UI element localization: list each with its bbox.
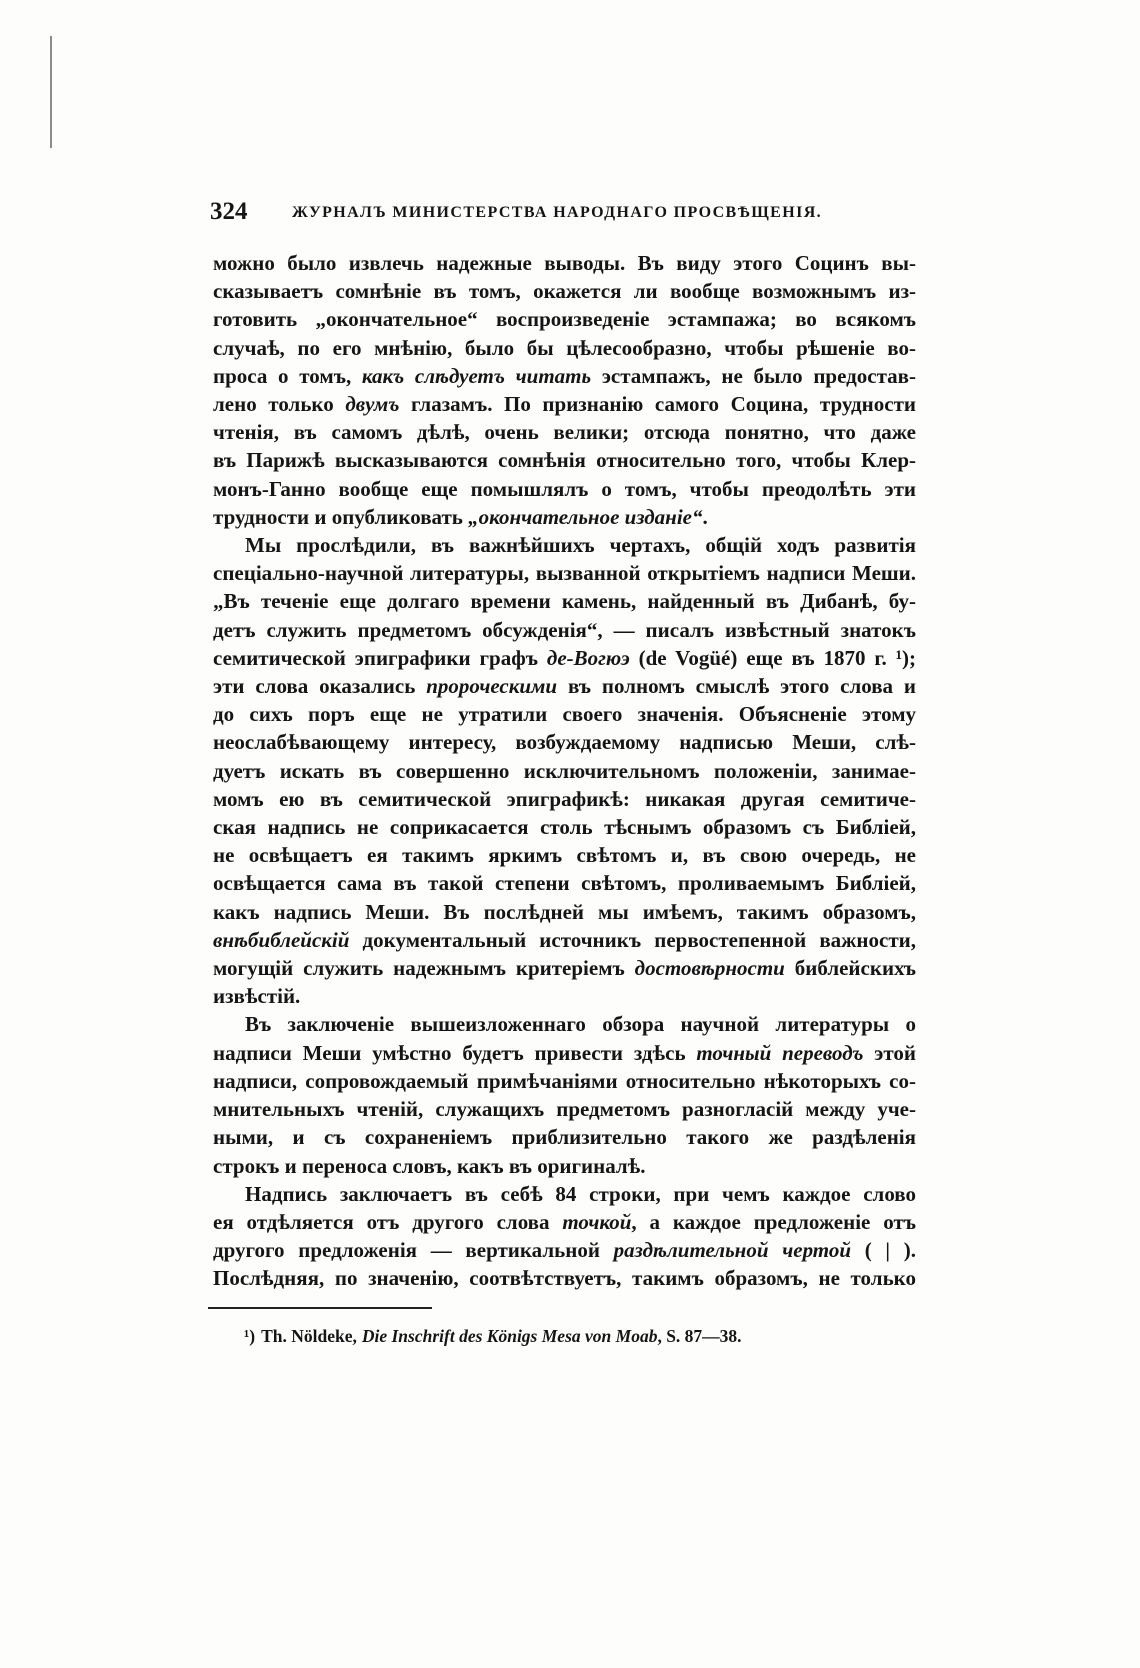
text-run: извѣстій. — [213, 984, 301, 1009]
text-run: Мы прослѣдили, въ важнѣйшихъ чертахъ, общій ходъ развитія — [245, 533, 916, 558]
text-line — [213, 1039, 916, 1067]
text-run: въ полномъ смыслѣ этого слова и — [557, 674, 916, 699]
text-run: не освѣщаетъ ея такимъ яркимъ свѣтомъ и, въ свою очередь, не — [213, 843, 916, 868]
footnote-marker: ¹) — [244, 1326, 256, 1346]
emphasis: точный переводъ — [696, 1040, 864, 1065]
text-line — [213, 644, 916, 672]
text-run: другого предложенія — вертикальной — [213, 1238, 614, 1263]
text-run: эти слова оказались — [213, 674, 427, 699]
text-run: детъ служить предметомъ обсужденія“, — писалъ извѣстный знатокъ — [213, 617, 916, 642]
text-run: библейскихъ — [784, 956, 916, 981]
text-line — [213, 616, 916, 644]
text-run: можно было извлечь надежные выводы. Въ виду этого Социнъ вы- — [213, 251, 916, 275]
text-line — [213, 334, 916, 362]
text-run: надписи, сопровождаемый примѣчаніями относительно нѣкоторыхъ со- — [213, 1068, 916, 1093]
text-run: ( | ). — [851, 1238, 916, 1263]
text-run: глазамъ. По признанію самого Социна, трудности — [399, 392, 916, 417]
text-line — [213, 700, 916, 728]
text-run: готовить „окончательное“ воспроизведеніе эстампажа; во всякомъ — [213, 307, 916, 332]
text-line — [213, 446, 916, 474]
text-run: семитической эпиграфики графъ — [213, 645, 547, 670]
text-run: трудности и опубликовать — [213, 504, 469, 529]
text-run: надписи Меши умѣстно будетъ привести здѣсь — [213, 1040, 697, 1065]
footnote-author: Th. Nöldeke, — [261, 1326, 357, 1346]
text-line — [213, 982, 916, 1010]
text-line — [213, 841, 916, 869]
paragraph — [213, 1010, 916, 1179]
footnote-pages: , S. 87—38. — [657, 1326, 742, 1346]
text-run: этой — [863, 1040, 916, 1065]
page-number: 324 — [210, 198, 248, 225]
text-run: „Въ теченіе еще долгаго времени камень, найденный въ Дибанѣ, бу- — [213, 589, 916, 614]
text-run: . — [702, 504, 708, 529]
text-line — [213, 954, 916, 982]
text-run: чтенія, въ самомъ дѣлѣ, очень велики; отсюда понятно, что даже — [213, 420, 916, 445]
text-line — [213, 587, 916, 615]
emphasis: „окончательное изданіе“ — [468, 504, 703, 529]
text-run: Въ заключеніе вышеизложеннаго обзора научной литературы о — [245, 1012, 916, 1037]
text-line — [213, 559, 916, 587]
text-line — [213, 1067, 916, 1095]
text-run: документальный источникъ первостепенной важности, — [349, 927, 916, 952]
emphasis: точкой — [562, 1209, 632, 1234]
emphasis: внѣбиблейскій — [213, 927, 350, 952]
emphasis: де-Вогюэ — [546, 645, 630, 670]
emphasis: двумъ — [345, 392, 400, 417]
paragraph — [213, 249, 916, 531]
text-line — [213, 1095, 916, 1123]
text-run: случаѣ, по его мнѣнію, было бы цѣлесообразно, чтобы рѣшеніе во- — [213, 335, 916, 360]
text-run: ными, и съ сохраненіемъ приблизительно такого же раздѣленія — [213, 1125, 916, 1150]
text-line — [213, 869, 916, 897]
paragraph — [213, 1180, 916, 1293]
text-line — [213, 362, 916, 390]
text-run: , а каждое предложеніе отъ — [631, 1209, 917, 1234]
text-run: Послѣдняя, по значенію, соотвѣтствуетъ, такимъ образомъ, не только — [213, 1266, 916, 1291]
text-line — [213, 785, 916, 813]
text-line — [213, 277, 916, 305]
text-line — [213, 503, 916, 531]
text-run: Надпись заключаетъ въ себѣ 84 строки, при чемъ каждое слово — [245, 1181, 916, 1206]
text-run: неослабѣвающему интересу, возбуждаемому надписью Меши, слѣ- — [213, 730, 916, 755]
text-line — [213, 1123, 916, 1151]
scan-edge-line — [50, 36, 52, 148]
text-run: (de Vogüé) еще въ 1870 г. ¹); — [629, 645, 916, 670]
text-run: момъ ею въ семитической эпиграфикѣ: никакая другая семитиче- — [213, 786, 916, 811]
text-line — [213, 672, 916, 700]
text-run: до сихъ поръ еще не утратили своего значенія. Объясненіе этому — [213, 702, 916, 727]
text-line — [213, 418, 916, 446]
text-run: освѣщается сама въ такой степени свѣтомъ, проливаемымъ Библіей, — [213, 871, 916, 896]
text-line — [213, 757, 916, 785]
text-run: сказываетъ сомнѣніе въ томъ, окажется ли вообще возможнымъ из- — [213, 279, 916, 304]
text-line — [213, 1180, 916, 1208]
text-run: дуетъ искать въ совершенно исключительномъ положеніи, занимае- — [213, 758, 916, 783]
text-run: эстампажъ, не было предостав- — [591, 363, 917, 388]
text-line — [213, 531, 916, 559]
text-run: ская надпись не соприкасается столь тѣснымъ образомъ съ Библіей, — [213, 815, 916, 840]
text-line — [213, 813, 916, 841]
text-run: какъ надпись Меши. Въ послѣдней мы имѣемъ, такимъ образомъ, — [213, 899, 916, 924]
emphasis: пророческими — [426, 674, 558, 699]
text-line — [213, 305, 916, 333]
text-run: проса о томъ, — [213, 363, 362, 388]
footnote — [244, 1324, 742, 1348]
paragraph — [213, 531, 916, 1010]
text-line — [213, 1236, 916, 1264]
emphasis: достовѣрности — [634, 956, 785, 981]
text-run: лено только — [213, 392, 346, 417]
emphasis: какъ слѣдуетъ читать — [361, 363, 592, 388]
text-line — [213, 728, 916, 756]
text-line — [213, 1264, 916, 1292]
text-run: спеціально-научной литературы, вызванной открытіемъ надписи Меши. — [213, 561, 916, 586]
running-title: ЖУРНАЛЪ МИНИСТЕРСТВА НАРОДНАГО ПРОСВѢЩЕНІЯ. — [292, 204, 823, 221]
text-run: ея отдѣляется отъ другого слова — [213, 1209, 563, 1234]
footnote-rule — [208, 1307, 432, 1309]
text-line — [213, 926, 916, 954]
text-run: въ Парижѣ высказываются сомнѣнія относительно того, чтобы Клер- — [213, 448, 916, 473]
body-text — [213, 249, 916, 1293]
text-line — [213, 1208, 916, 1236]
text-line — [213, 898, 916, 926]
text-run: монъ-Ганно вообще еще помышлялъ о томъ, чтобы преодолѣть эти — [213, 476, 916, 501]
text-run: строкъ и переноса словъ, какъ въ оригиналѣ. — [213, 1153, 646, 1178]
emphasis: раздѣлительной чертой — [613, 1238, 852, 1263]
text-line — [213, 390, 916, 418]
text-line — [213, 1152, 916, 1180]
text-line — [213, 249, 916, 277]
text-run: мнительныхъ чтеній, служащихъ предметомъ разногласій между уче- — [213, 1097, 916, 1122]
footnote-title: Die Inschrift des Königs Mesa von Moab — [361, 1326, 658, 1346]
text-line — [213, 475, 916, 503]
text-line — [213, 1010, 916, 1038]
text-run: могущій служить надежнымъ критеріемъ — [213, 956, 635, 981]
